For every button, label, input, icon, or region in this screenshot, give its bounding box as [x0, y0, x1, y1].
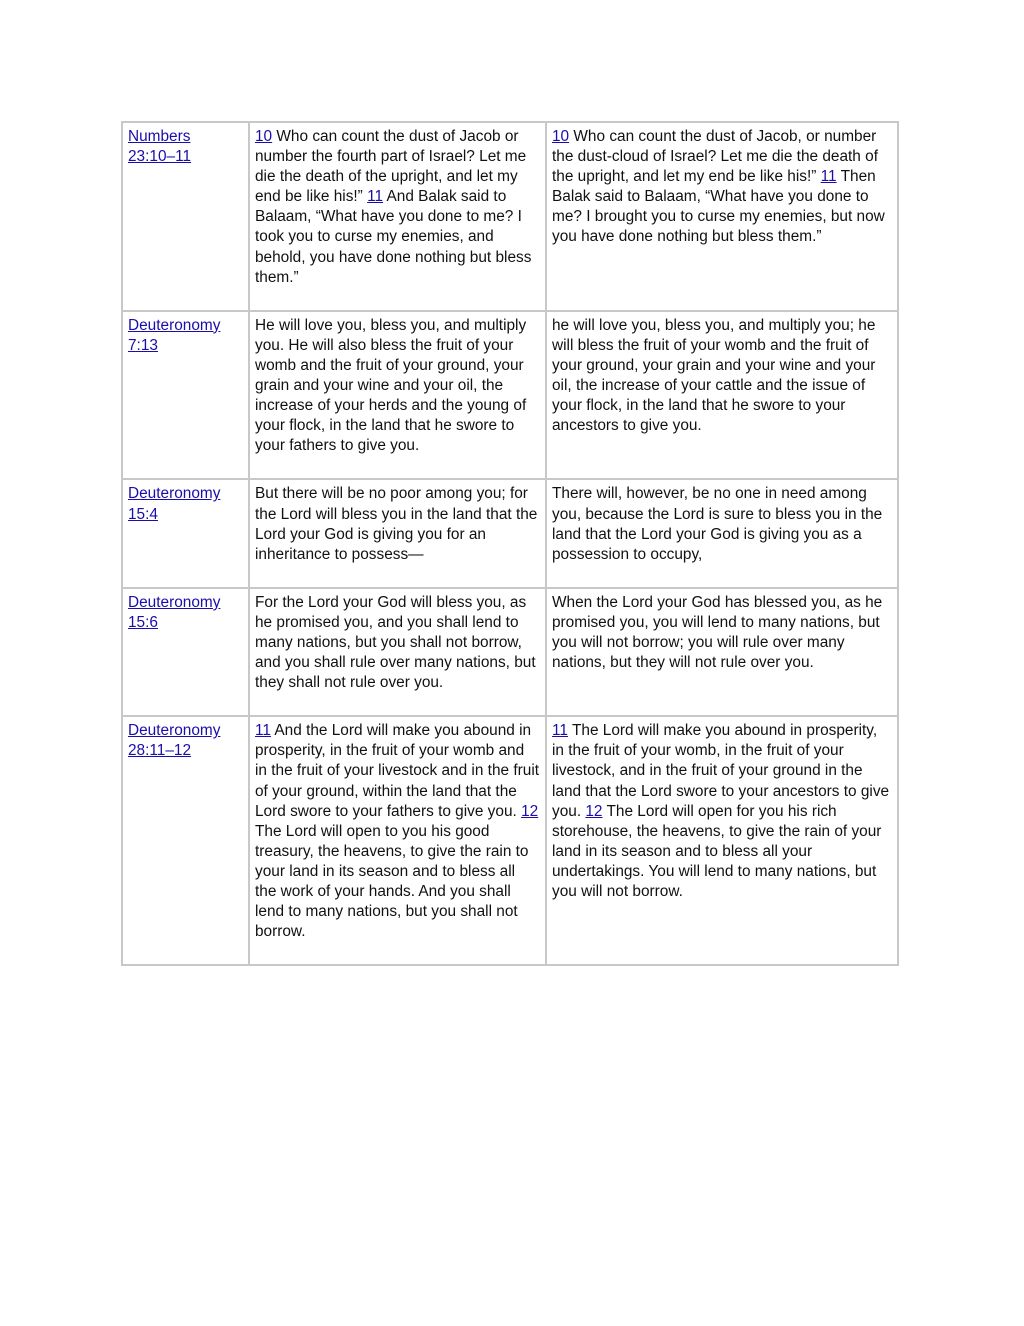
table-row	[122, 479, 898, 587]
reference-link[interactable]	[128, 484, 243, 524]
verse-text: But there will be no poor among you; for the Lord will bless you in the land that the Lord your God is giving you for an inheritance to possess—	[255, 485, 538, 563]
reference-cell	[122, 122, 249, 311]
verse-text: The Lord will open to you his good treasury, the heavens, to give the rain to your land in its season and to bless all the work of your hands. And you shall lend to many nations, but you shall not borrow.	[255, 822, 529, 941]
reference-link-line: Deuteronomy	[128, 485, 221, 503]
verse-number-link[interactable]: 11	[552, 722, 568, 740]
reference-link[interactable]	[128, 316, 243, 356]
verse-text: For the Lord your God will bless you, as he promised you, and you shall lend to many nations, but you shall not borrow, and you shall rule over many nations, but they shall not rule over you.	[255, 593, 536, 692]
reference-link-line: Deuteronomy	[128, 722, 221, 740]
verse-number-link[interactable]: 10	[552, 128, 570, 145]
reference-link-line: 23:10–11	[128, 148, 192, 166]
verse-number-link[interactable]: 12	[521, 802, 539, 820]
verse-text: Who can count the dust of Jacob or number the fourth part of Israel? Let me die the death of the upright, and let my end be like his!”	[255, 128, 527, 206]
reference-link-line: 15:4	[128, 505, 158, 523]
translation-b-cell	[546, 479, 898, 587]
reference-link-line: 15:6	[128, 613, 158, 631]
translation-a-cell	[249, 311, 546, 480]
translation-b-cell	[546, 716, 898, 965]
reference-cell	[122, 716, 249, 965]
verse-number-link[interactable]: 11	[367, 188, 384, 206]
reference-link[interactable]	[128, 721, 243, 761]
verse-text: And Balak said to Balaam, “What have you done to me? I took you to curse my enemies, and behold, you have done nothing but bless them.”	[255, 188, 532, 286]
table-row	[122, 122, 898, 311]
verse-text: He will love you, bless you, and multiply you. He will also bless the fruit of your womb and the fruit of your ground, your grain and your wine and your oil, the increase of your herds and the young of your flock, in the land that he swore to your fathers to give you.	[255, 316, 527, 455]
reference-link-line: Deuteronomy	[128, 316, 221, 334]
reference-link-line: 7:13	[128, 336, 158, 354]
verse-text: Who can count the dust of Jacob, or number the dust-cloud of Israel? Let me die the death of the upright, and let my end be like his!”	[552, 128, 878, 186]
reference-link-line: Deuteronomy	[128, 593, 221, 611]
reference-cell	[122, 311, 249, 480]
table-row	[122, 311, 898, 480]
reference-link[interactable]	[128, 593, 243, 633]
translation-a-cell	[249, 588, 546, 716]
translation-a-cell	[249, 716, 546, 965]
verse-text: When the Lord your God has blessed you, as he promised you, you will lend to many nations, but you will not borrow; you will rule over many nations, but they will not rule over you.	[552, 593, 883, 672]
verse-text: There will, however, be no one in need among you, because the Lord is sure to bless you in the land that the Lord your God is giving you as a possession to occupy,	[552, 485, 883, 563]
verse-number-link[interactable]: 10	[255, 128, 273, 145]
verse-text: The Lord will open for you his rich storehouse, the heavens, to give the rain of your land in its season and to bless all your undertakings. You will lend to many nations, but you will not borrow.	[552, 802, 882, 900]
verse-comparison-table	[121, 121, 899, 966]
verse-number-link[interactable]: 11	[255, 722, 271, 740]
translation-a-cell	[249, 479, 546, 587]
reference-link-line: 28:11–12	[128, 742, 192, 760]
verse-text: he will love you, bless you, and multiply you; he will bless the fruit of your womb and the fruit of your ground, your grain and your wine and your oil, the increase of your cattle and the issue of your flock, in the land that he swore to your ancestors to give you.	[552, 316, 876, 435]
translation-b-cell	[546, 588, 898, 716]
reference-cell	[122, 479, 249, 587]
table-row	[122, 716, 898, 965]
reference-link[interactable]	[128, 127, 243, 167]
verse-text: Then Balak said to Balaam, “What have you done to me? I brought you to curse my enemies, but now you have done nothing but bless them.”	[552, 168, 885, 246]
reference-cell	[122, 588, 249, 716]
verse-text: And the Lord will make you abound in prosperity, in the fruit of your womb and in the fruit of your livestock and in the fruit of your ground, within the land that the Lord swore to your fathers to give you.	[255, 722, 540, 820]
translation-a-cell	[249, 122, 546, 311]
verse-number-link[interactable]: 12	[585, 802, 603, 820]
reference-link-line: Numbers	[128, 128, 191, 145]
translation-b-cell	[546, 311, 898, 480]
verse-number-link[interactable]: 11	[820, 168, 837, 186]
verse-text: The Lord will make you abound in prosperity, in the fruit of your womb, in the fruit of your livestock, and in the fruit of your ground in the land that the Lord swore to your ancestors to give you.	[552, 722, 890, 820]
translation-b-cell	[546, 122, 898, 311]
table-row	[122, 588, 898, 716]
